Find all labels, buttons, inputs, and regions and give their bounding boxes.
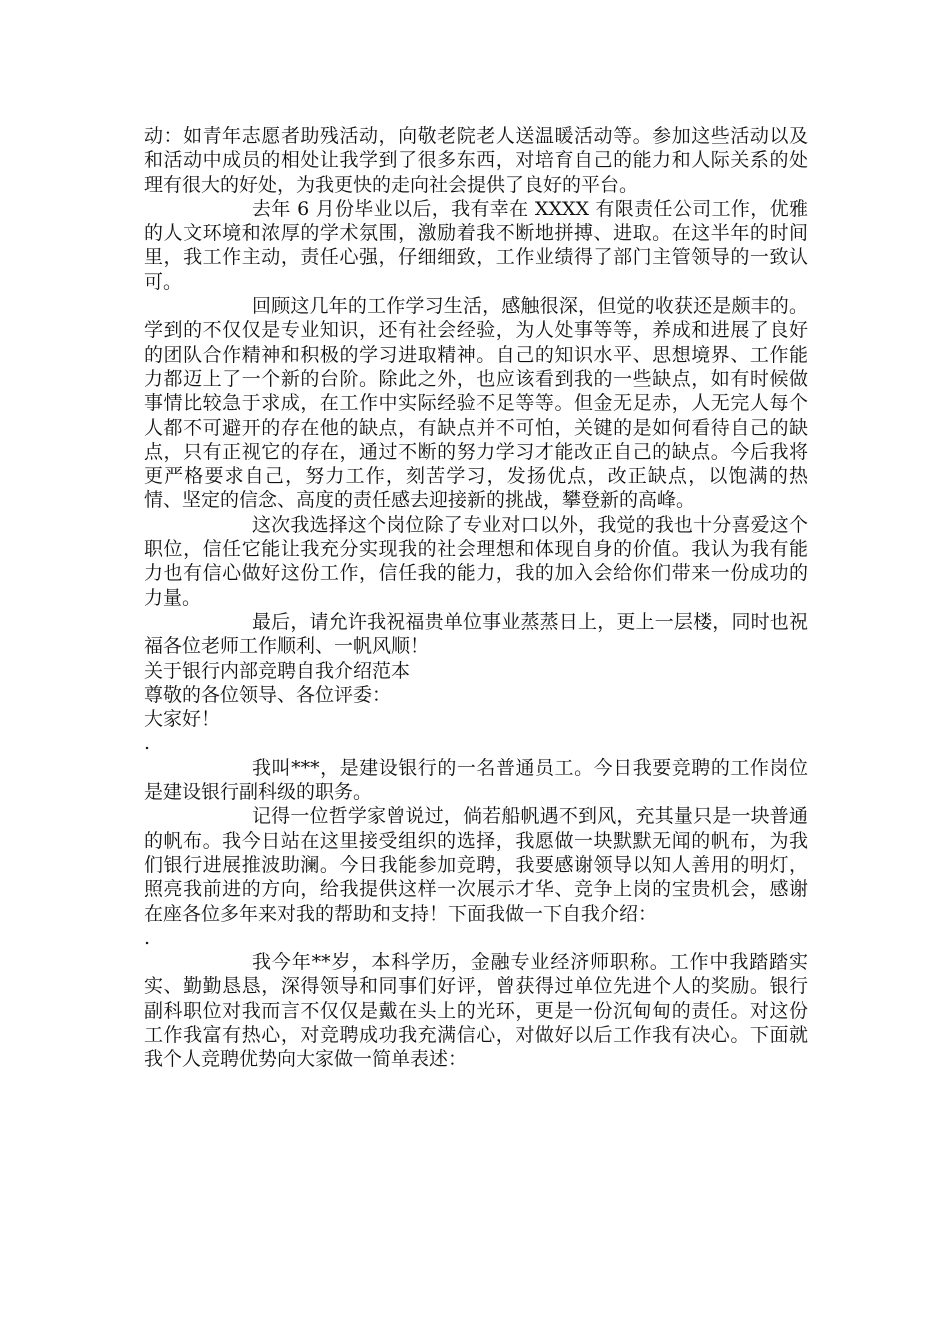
paragraph-position-choice: 这次我选择这个岗位除了专业对口以外，我觉的我也十分喜爱这个职位，信任它能让我充分实现我的社会理想和体现自身的价值。我认为我有能力也有信心做好这份工作，信任我的能力，我的加入会给你们带来一份成功的力量。 — [144, 513, 808, 609]
paragraph-philosopher-quote: 记得一位哲学家曾说过，倘若船帆遇不到风，充其量只是一块普通的帆布。我今日站在这里接受组织的选择，我愿做一块默默无闻的帆布，为我们银行进展推波助澜。今日我能参加竞聘，我要感谢领导以知人善用的明灯，照亮我前进的方向，给我提供这样一次展示才华、竞争上岗的宝贵机会，感谢在座各位多年来对我的帮助和支持！下面我做一下自我介绍： — [144, 805, 808, 925]
separator-dot: . — [144, 926, 151, 949]
paragraph-work-experience: 去年 6 月份毕业以后，我有幸在 XXXX 有限责任公司工作，优雅的人文环境和浓厚的学术氛围，激励着我不断地拼搏、进取。在这半年的时间里，我工作主动，责任心强，仔细细致，工作业绩得了部门主管领导的一致认可。 — [144, 197, 808, 293]
salutation-greeting: 大家好！ — [144, 708, 221, 731]
salutation-leaders: 尊敬的各位领导、各位评委： — [144, 683, 392, 706]
separator-dot: . — [144, 732, 151, 755]
paragraph-review: 回顾这几年的工作学习生活，感触很深，但觉的收获还是颇丰的。学到的不仅仅是专业知识，还有社会经验，为人处事等等，养成和进展了良好的团队合作精神和积极的学习进取精神。自己的知识水平、思想境界、工作能力都迈上了一个新的台阶。除此之外，也应该看到我的一些缺点，如有时候做事情比较急于求成，在工作中实际经验不足等等。但金无足赤，人无完人每个人都不可避开的存在他的缺点，有缺点并不可怕，关键的是如何看待自己的缺点，只有正视它的存在，通过不断的努力学习才能改正自己的缺点。今后我将更严格要求自己，努力工作，刻苦学习，发扬优点，改正缺点，以饱满的热情、坚定的信念、高度的责任感去迎接新的挑战，攀登新的高峰。 — [144, 295, 808, 512]
paragraph-continuation: 动：如青年志愿者助残活动，向敬老院老人送温暖活动等。参加这些活动以及和活动中成员的相处让我学到了很多东西，对培育自己的能力和人际关系的处理有很大的好处，为我更快的走向社会提供了良好的平台。 — [144, 125, 808, 196]
paragraph-personal-background: 我今年**岁，本科学历，金融专业经济师职称。工作中我踏踏实实、勤勤恳恳，深得领导和同事们好评，曾获得过单位先进个人的奖励。银行副科职位对我而言不仅仅是戴在头上的光环，更是一份沉甸甸的责任。对这份工作我富有热心，对竞聘成功我充满信心，对做好以后工作我有决心。下面就我个人竞聘优势向大家做一简单表述： — [144, 951, 808, 1071]
document-page — [144, 124, 808, 1072]
paragraph-closing-wishes: 最后，请允许我祝福贵单位事业蒸蒸日上，更上一层楼，同时也祝福各位老师工作顺利、一帆风顺！ — [144, 610, 808, 658]
paragraph-self-intro: 我叫***，是建设银行的一名普通员工。今日我要竞聘的工作岗位是建设银行副科级的职务。 — [144, 756, 808, 804]
section-title: 关于银行内部竞聘自我介绍范本 — [144, 659, 411, 682]
